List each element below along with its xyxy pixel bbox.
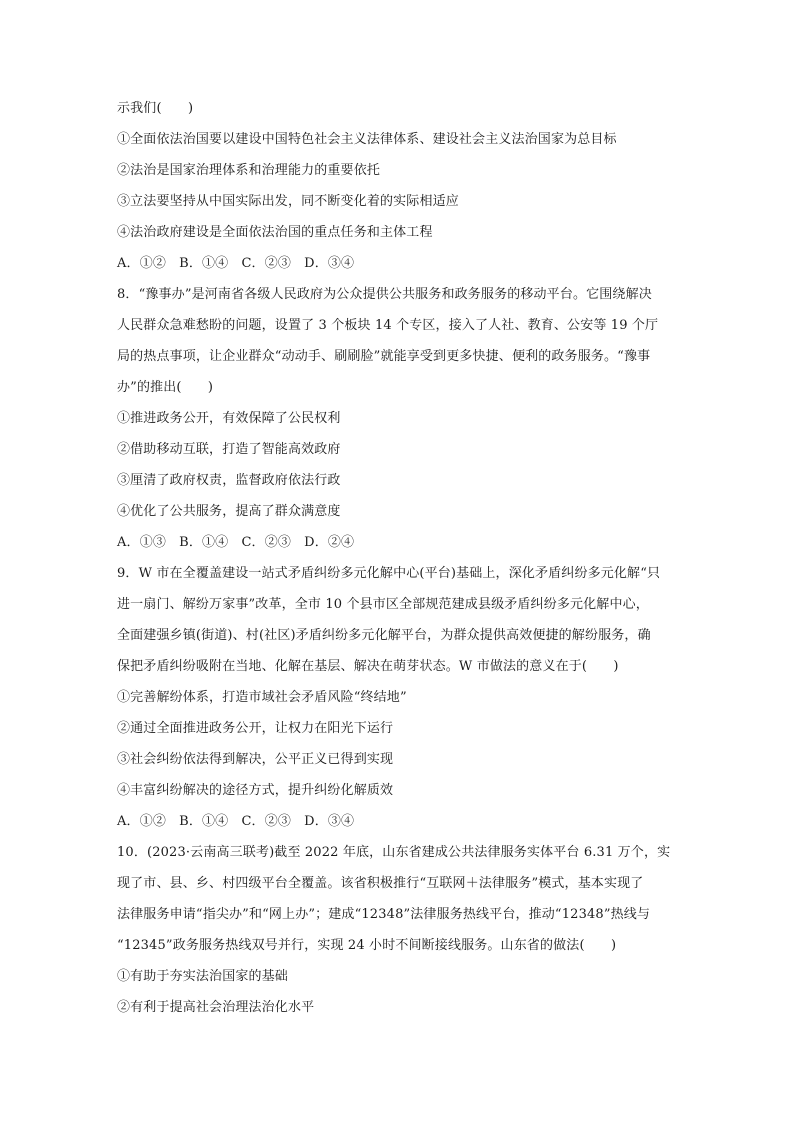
text-line-q7-option-4: ④法治政府建设是全面依法治国的重点任务和主体工程 <box>117 225 433 240</box>
text-line-q10-stem-3: 法律服务申请“指尖办”和“网上办”；建成“12348”法律服务热线平台，推动“12348”热线与 <box>117 907 651 922</box>
text-line-q7-option-3: ③立法要坚持从中国实际出发，同不断变化着的实际相适应 <box>117 194 459 209</box>
text-line-q9-answers: A．①② B．①④ C．②③ D．③④ <box>117 814 355 829</box>
text-line-q7-answers: A．①② B．①④ C．②③ D．③④ <box>117 256 355 271</box>
text-line-q10-stem-2: 现了市、县、乡、村四级平台全覆盖。该省积极推行“互联网＋法律服务”模式，基本实现了 <box>117 876 644 891</box>
text-line-q10-stem-1: 10．(2023·云南高三联考)截至 2022 年底，山东省建成公共法律服务实体平台 6.31 万个，实 <box>117 845 671 860</box>
text-line-q9-option-1: ①完善解纷体系，打造市域社会矛盾风险“终结地” <box>117 690 407 705</box>
text-line-q7-option-2: ②法治是国家治理体系和治理能力的重要依托 <box>117 163 381 178</box>
text-line-q8-option-4: ④优化了公共服务，提高了群众满意度 <box>117 504 341 519</box>
text-line-q10-option-1: ①有助于夯实法治国家的基础 <box>117 969 288 984</box>
text-line-q8-stem-2: 人民群众急难愁盼的问题，设置了 3 个板块 14 个专区，接入了人社、教育、公安等 19 个厅 <box>117 318 659 333</box>
text-line-q8-option-3: ③厘清了政府权责，监督政府依法行政 <box>117 473 341 488</box>
text-line-q8-answers: A．①③ B．①④ C．②③ D．②④ <box>117 535 355 550</box>
text-line-q8-stem-1: 8．“豫事办”是河南省各级人民政府为公众提供公共服务和政务服务的移动平台。它围绕解决 <box>117 287 652 302</box>
text-line-q8-option-1: ①推进政务公开，有效保障了公民权利 <box>117 411 341 426</box>
text-line-q10-stem-4: “12345”政务服务热线双号并行，实现 24 小时不间断接线服务。山东省的做法( ) <box>117 938 617 953</box>
text-line-q9-option-4: ④丰富纠纷解决的途径方式，提升纠纷化解质效 <box>117 783 394 798</box>
text-line-q9-option-2: ②通过全面推进政务公开，让权力在阳光下运行 <box>117 721 394 736</box>
text-line-q8-stem-4: 办”的推出( ) <box>117 380 214 395</box>
text-line-q9-stem-3: 全面建强乡镇(街道)、村(社区)矛盾纠纷多元化解平台，为群众提供高效便捷的解纷服务，确 <box>117 628 651 643</box>
text-line-q10-option-2: ②有利于提高社会治理法治化水平 <box>117 1000 315 1015</box>
text-line-q8-option-2: ②借助移动互联，打造了智能高效政府 <box>117 442 341 457</box>
text-line-q9-option-3: ③社会纠纷依法得到解决，公平正义已得到实现 <box>117 752 394 767</box>
text-line-q9-stem-2: 进一扇门、解纷万家事”改革，全市 10 个县市区全部规范建成县级矛盾纠纷多元化解中心， <box>117 597 649 612</box>
text-line-q7-stem-end: 示我们( ) <box>117 101 194 116</box>
text-line-q8-stem-3: 局的热点事项，让企业群众“动动手、刷刷脸”就能享受到更多快捷、便利的政务服务。“豫事 <box>117 349 651 364</box>
text-line-q9-stem-1: 9．W 市在全覆盖建设一站式矛盾纠纷多元化解中心(平台)基础上，深化矛盾纠纷多元化解“只 <box>117 566 661 581</box>
text-line-q9-stem-4: 保把矛盾纠纷吸附在当地、化解在基层、解决在萌芽状态。W 市做法的意义在于( ) <box>117 659 619 674</box>
text-line-q7-option-1: ①全面依法治国要以建设中国特色社会主义法律体系、建设社会主义法治国家为总目标 <box>117 132 617 147</box>
